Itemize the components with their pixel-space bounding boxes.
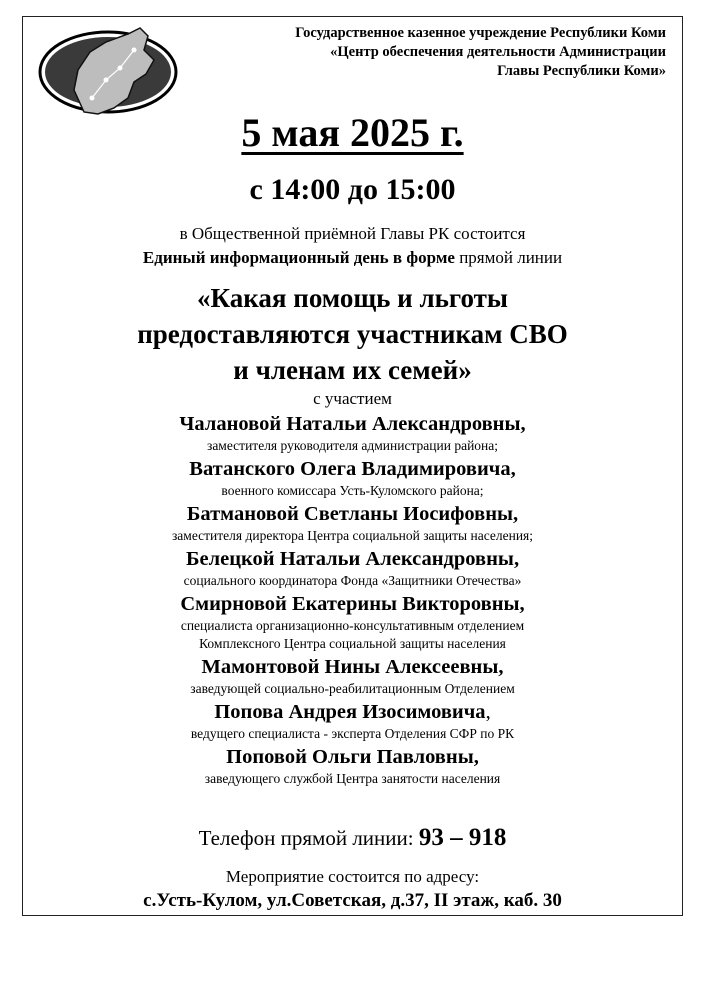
- participant-role-line-2: Комплексного Центра социальной защиты населения: [199, 636, 506, 651]
- participant-role: заведующего службой Центра занятости населения: [204, 771, 501, 786]
- participant-name: [22, 502, 683, 527]
- participant-role: заместителя руководителя администрации района;: [206, 438, 499, 453]
- participant-name: [22, 457, 683, 482]
- participant-name: [22, 412, 683, 437]
- topic-line-1: «Какая помощь и льготы: [197, 283, 508, 313]
- participant-name-text: Чалановой Натальи Александровны,: [179, 413, 526, 435]
- participant-name: [22, 655, 683, 680]
- participant-item: [22, 547, 683, 590]
- topic-line-3: и членам их семей»: [233, 355, 472, 385]
- event-topic: [22, 280, 683, 388]
- participant-role: ведущего специалиста - эксперта Отделения СФР по РК: [190, 726, 515, 741]
- participant-role: специалиста организационно-консультативным отделением: [180, 618, 525, 633]
- with-participation-label: с участием: [313, 389, 392, 408]
- participant-item: [22, 502, 683, 545]
- participant-item: [22, 655, 683, 698]
- participant-name-text: Попова Андрея Изосимовича: [214, 701, 486, 723]
- participant-name-text: Белецкой Натальи Александровны,: [185, 548, 520, 570]
- participant-name: [22, 592, 683, 617]
- event-intro: [22, 222, 683, 270]
- address-label: Мероприятие состоится по адресу:: [225, 867, 480, 886]
- participant-name-text: Мамонтовой Нины Алексеевны,: [201, 656, 504, 678]
- participant-name-tail: ,: [485, 701, 491, 723]
- participant-role: заместителя директора Центра социальной защиты населения;: [171, 528, 534, 543]
- participant-name-text: Поповой Ольги Павловны,: [226, 746, 479, 768]
- event-address: с.Усть-Кулом, ул.Советская, д.37, II этаж, каб. 30: [143, 890, 562, 911]
- event-time: с 14:00 до 15:00: [249, 173, 456, 206]
- participant-role: военного комиссара Усть-Куломского района;: [221, 483, 484, 498]
- participant-role: социального координатора Фонда «Защитники Отечества»: [183, 573, 522, 588]
- organization-header: [206, 24, 666, 81]
- participant-name: [22, 547, 683, 572]
- intro-line-1: в Общественной приёмной Главы РК состоится: [179, 224, 526, 243]
- participant-name-text: Батмановой Светланы Иосифовны,: [186, 503, 519, 525]
- phone-number: 93 – 918: [418, 824, 507, 851]
- participant-item: [22, 412, 683, 455]
- event-date: 5 мая 2025 г.: [241, 110, 464, 155]
- participant-item: [22, 457, 683, 500]
- intro-bold-text: Единый информационный день в форме: [142, 248, 455, 267]
- topic-line-2: предоставляются участникам СВО: [137, 319, 568, 349]
- participant-name: [22, 745, 683, 770]
- intro-line-2: [22, 246, 683, 270]
- header-line-1: Государственное казенное учреждение Республики Коми: [295, 25, 666, 41]
- intro-tail-text: прямой линии: [454, 248, 563, 267]
- participants-list: [22, 412, 683, 790]
- participant-name: [22, 700, 683, 725]
- hotline-phone: [22, 820, 683, 856]
- header-line-3: Главы Республики Коми»: [497, 63, 666, 79]
- participant-item: [22, 592, 683, 653]
- participant-role: заведующей социально-реабилитационным Отделением: [190, 681, 515, 696]
- participant-name-text: Ватанского Олега Владимировича,: [189, 458, 516, 480]
- participant-name-text: Смирновой Екатерины Викторовны,: [180, 593, 525, 615]
- participant-item: [22, 745, 683, 788]
- header-line-2: «Центр обеспечения деятельности Администрации: [330, 44, 666, 60]
- phone-label: Телефон прямой линии:: [198, 826, 419, 850]
- participant-item: [22, 700, 683, 743]
